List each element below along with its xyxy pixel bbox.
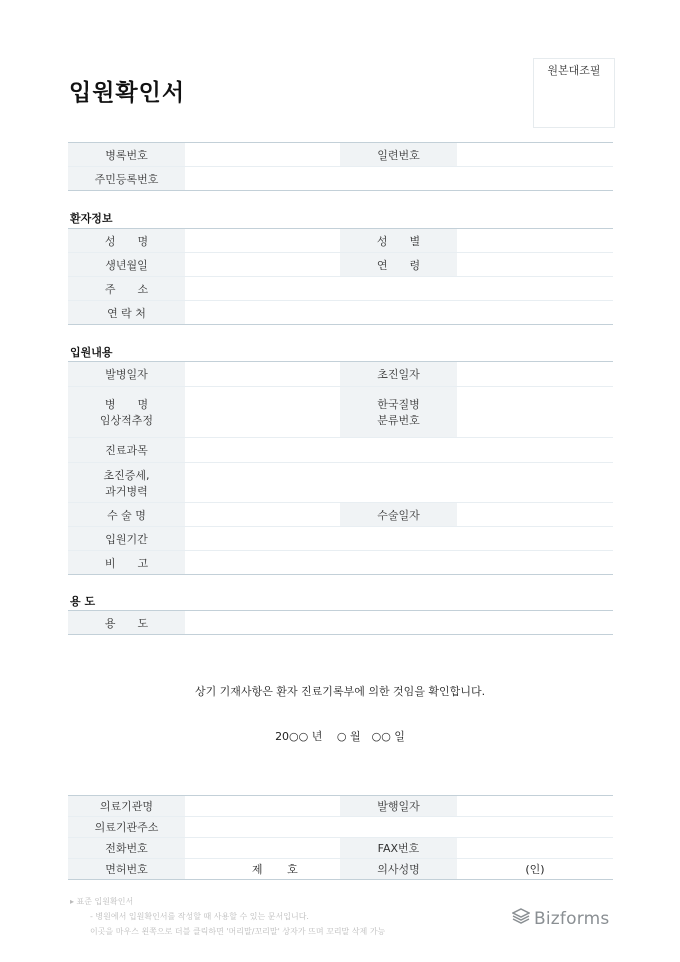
stamp-label: 원본대조필 [547, 64, 601, 77]
patient-section-title: 환자정보 [70, 212, 113, 225]
issuer-block [68, 795, 613, 880]
seal-mark: (인) [525, 863, 545, 876]
age-field[interactable] [457, 253, 613, 277]
doctor-label: 의사성명 [340, 859, 457, 880]
address-label: 주 소 [68, 277, 185, 301]
institution-address-field[interactable] [185, 817, 613, 838]
sex-label: 성 별 [340, 229, 457, 253]
license-prefix: 제 [251, 863, 263, 876]
license-suffix: 호 [287, 863, 298, 876]
hospital-no-label: 병록번호 [68, 143, 185, 167]
dept-label: 진료과목 [68, 438, 185, 463]
resident-no-label: 주민등록번호 [68, 167, 185, 191]
first-visit-field[interactable] [457, 362, 613, 387]
phone-field[interactable] [185, 838, 340, 859]
document-title: 입원확인서 [69, 80, 186, 106]
issue-date-label: 발행일자 [340, 796, 457, 817]
institution-label: 의료기관명 [68, 796, 185, 817]
period-label: 입원기간 [68, 527, 185, 551]
contact-label: 연 락 처 [68, 301, 185, 325]
license-label: 면허번호 [68, 859, 185, 880]
first-visit-label: 초진일자 [340, 362, 457, 387]
brand-name: Bizforms [534, 908, 610, 929]
layers-icon [512, 908, 530, 929]
patient-table [68, 228, 613, 325]
surgery-label: 수 술 명 [68, 503, 185, 527]
name-field[interactable] [185, 229, 340, 253]
stamp-box [533, 58, 615, 128]
purpose-table [68, 610, 613, 635]
disease-label-line2: 임상적추정 [99, 414, 154, 427]
sex-field[interactable] [457, 229, 613, 253]
birth-field[interactable] [185, 253, 340, 277]
fax-field[interactable] [457, 838, 613, 859]
serial-no-label: 일련번호 [340, 143, 457, 167]
hospital-no-field[interactable] [185, 143, 340, 167]
admission-block [68, 361, 613, 575]
contact-field[interactable] [185, 301, 613, 325]
history-label-line1: 초진증세, [103, 468, 150, 482]
address-field[interactable] [185, 277, 613, 301]
admission-section-title: 입원내용 [70, 346, 113, 359]
disease-label [68, 387, 185, 438]
institution-field[interactable] [185, 796, 340, 817]
kcd-label-line2: 분류번호 [377, 414, 420, 427]
institution-address-label: 의료기관주소 [68, 817, 185, 838]
birth-label: 생년월일 [68, 253, 185, 277]
license-field[interactable] [185, 859, 340, 880]
history-label-line2: 과거병력 [105, 484, 148, 498]
serial-no-field[interactable] [457, 143, 613, 167]
dept-field[interactable] [185, 438, 613, 463]
id-table [68, 142, 613, 191]
fax-label: FAX번호 [340, 838, 457, 859]
purpose-block [68, 610, 613, 635]
remarks-field[interactable] [185, 551, 613, 575]
issuer-table [68, 795, 613, 880]
footnote-description: - 병원에서 입원확인서를 작성할 때 사용할 수 있는 문서입니다. [90, 912, 309, 921]
resident-no-field[interactable] [185, 167, 613, 191]
doctor-field[interactable] [457, 859, 613, 880]
confirmation-statement: 상기 기재사항은 환자 진료기록부에 의한 것임을 확인합니다. [194, 685, 486, 698]
purpose-label: 용 도 [68, 611, 185, 635]
surgery-date-label: 수술일자 [340, 503, 457, 527]
kcd-label [340, 387, 457, 438]
remarks-label: 비 고 [68, 551, 185, 575]
kcd-field[interactable] [457, 387, 613, 438]
brand-logo [512, 908, 609, 929]
issue-date-field[interactable] [457, 796, 613, 817]
purpose-section-title: 용 도 [70, 595, 96, 608]
surgery-field[interactable] [185, 503, 340, 527]
disease-field[interactable] [185, 387, 340, 438]
phone-label: 전화번호 [68, 838, 185, 859]
purpose-field[interactable] [185, 611, 613, 635]
onset-field[interactable] [185, 362, 340, 387]
name-label: 성 명 [68, 229, 185, 253]
patient-block [68, 228, 613, 325]
issue-date-line: 20○○ 년 ○ 월 ○○ 일 [275, 730, 405, 743]
onset-label: 발병일자 [68, 362, 185, 387]
surgery-date-field[interactable] [457, 503, 613, 527]
history-field[interactable] [185, 463, 613, 503]
footnote-hint: 이곳을 마우스 왼쪽으로 더블 클릭하면 '머리말/꼬리말' 상자가 뜨며 꼬리말 삭제 가능 [90, 927, 386, 936]
kcd-label-line1: 한국질병 [377, 398, 420, 411]
id-block [68, 142, 613, 191]
footnote-title: ▸ 표준 입원확인서 [70, 897, 134, 906]
disease-label-line1: 병 명 [104, 398, 149, 411]
admission-table [68, 361, 613, 575]
age-label: 연 령 [340, 253, 457, 277]
history-label [68, 463, 185, 503]
period-field[interactable] [185, 527, 613, 551]
